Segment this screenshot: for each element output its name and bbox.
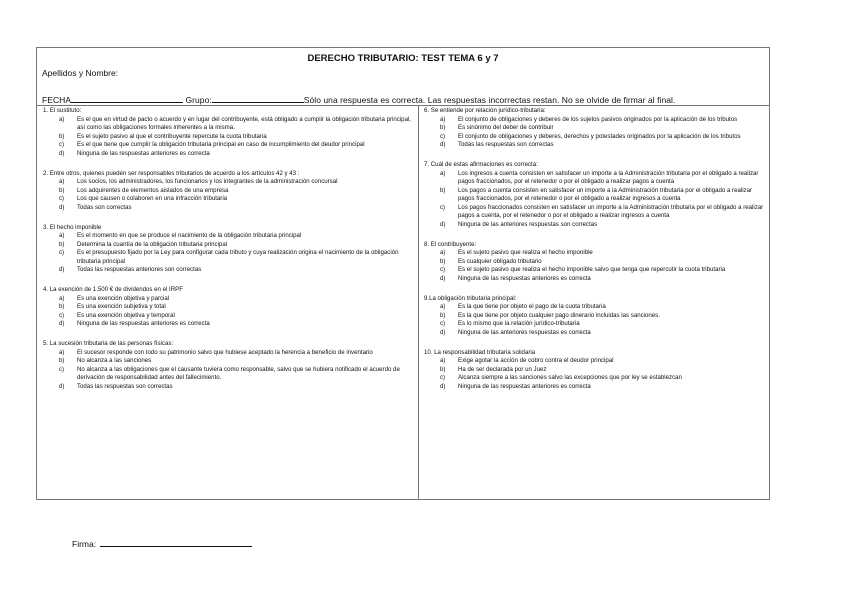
question-text: 4. La exención de 1.500 € de dividendos en el IRPF	[43, 286, 183, 293]
question	[424, 349, 766, 392]
answer-option[interactable]	[43, 141, 411, 150]
answer-option[interactable]	[43, 349, 411, 358]
question	[43, 107, 411, 158]
signature-label: Firma:	[72, 539, 97, 549]
option-text: Es el que en virtud de pacto o acuerdo y en lugar del contribuyente, está obligado a cumplir la obligación tributaria principal, así como las obligaciones formales inherentes a la misma.	[77, 115, 412, 131]
option-text: Todas las respuestas son correctas	[458, 141, 554, 148]
signature-field[interactable]	[100, 538, 252, 547]
answer-option[interactable]	[424, 116, 766, 125]
option-text: Los que causen o colaboren en una infracción tributaria	[77, 195, 228, 202]
answer-option[interactable]	[424, 124, 766, 133]
answer-option[interactable]	[43, 383, 411, 392]
option-text: Los socios, los administradores, los funcionarios y los integrantes de la administración concursal	[77, 178, 338, 185]
option-letter: c)	[440, 266, 446, 273]
question	[424, 161, 766, 229]
option-letter: d)	[59, 149, 65, 157]
answer-option[interactable]	[43, 204, 411, 213]
group-label: Grupo:	[185, 95, 212, 105]
option-text: El conjunto de obligaciones y deberes de los sujetos pasivos originados por la aplicación de los tributos	[458, 115, 738, 123]
answer-option[interactable]	[424, 187, 766, 204]
answer-option[interactable]	[424, 221, 766, 230]
answer-option[interactable]	[43, 266, 411, 275]
option-letter: a)	[59, 348, 65, 356]
option-letter: d)	[59, 203, 65, 211]
answer-option[interactable]	[424, 141, 766, 150]
answer-option[interactable]	[43, 303, 411, 312]
option-letter: a)	[440, 249, 446, 256]
option-letter: d)	[59, 320, 65, 327]
question-text: 8. El contribuyente:	[424, 240, 477, 248]
question-text: 2. Entre otros, quienes pueden ser responsables tributarios de acuerdo a los artículos 42 y 43 :	[43, 169, 300, 177]
option-letter: c)	[59, 311, 65, 319]
answer-option[interactable]	[424, 374, 766, 383]
question	[424, 295, 766, 338]
question	[43, 170, 411, 213]
option-text: Ha de ser declarada por un Juez	[458, 365, 547, 373]
option-letter: c)	[440, 203, 446, 211]
answer-option[interactable]	[424, 258, 766, 267]
answer-option[interactable]	[43, 133, 411, 142]
option-letter: d)	[440, 274, 446, 282]
option-letter: a)	[440, 303, 446, 310]
option-text: Ninguna de las respuestas anteriores es correcta	[77, 320, 210, 327]
option-letter: a)	[59, 294, 65, 302]
answer-option[interactable]	[43, 195, 411, 204]
question	[43, 286, 411, 329]
answer-option[interactable]	[424, 366, 766, 375]
option-text: Es lo mismo que la relación jurídico-tributaria	[458, 320, 580, 327]
question	[424, 241, 766, 284]
option-letter: b)	[59, 303, 65, 310]
question	[43, 340, 411, 391]
option-letter: b)	[440, 124, 446, 131]
option-letter: c)	[440, 374, 446, 381]
signature-line	[72, 538, 252, 549]
answer-option[interactable]	[43, 187, 411, 196]
answer-option[interactable]	[424, 133, 766, 142]
option-text: Es el que tiene que cumplir la obligación tributaria principal en caso de incumplimiento del deudor principal	[77, 141, 365, 148]
option-letter: d)	[59, 382, 65, 390]
option-letter: a)	[440, 115, 446, 123]
answer-option[interactable]	[43, 295, 411, 304]
answer-option[interactable]	[43, 366, 411, 383]
name-label: Apellidos y Nombre:	[42, 68, 119, 78]
right-column	[424, 107, 766, 403]
option-text: Es el sujeto pasivo que realiza el hecho imponible	[458, 249, 593, 256]
option-text: Es sinónimo del deber de contribuir	[458, 124, 554, 131]
option-text: Es el presupuesto fijado por la Ley para configurar cada tributo y cuya realización origina el nacimiento de la obligación tributaria principal	[77, 249, 399, 265]
option-text: Es una exención objetiva y temporal	[77, 311, 175, 319]
option-text: El conjunto de obligaciones y deberes, derechos y potestades originados por la aplicación de los tributos	[458, 132, 741, 140]
option-text: Ninguna de las respuestas anteriores es correcta	[458, 274, 591, 282]
instructions: Sólo una respuesta es correcta. Las respuestas incorrectas restan. No se olvide de firmar al final.	[303, 95, 676, 105]
option-letter: b)	[59, 132, 65, 140]
date-label: FECHA	[42, 95, 72, 105]
question-text: 3. El hecho imponible	[43, 223, 102, 231]
page-title: DERECHO TRIBUTARIO: TEST TEMA 6 y 7	[307, 53, 499, 64]
option-letter: b)	[59, 240, 65, 248]
answer-option[interactable]	[424, 357, 766, 366]
question-text: 7. Cuál de estas afirmaciones es correcta:	[424, 161, 538, 168]
option-text: Es una exención subjetiva y total	[77, 303, 166, 310]
answer-option[interactable]	[424, 266, 766, 275]
option-text: Exige agotar la acción de cobro contra el deudor principal	[458, 357, 614, 364]
question-text: 6. Se entiende por relación jurídico-tributaria:	[424, 107, 546, 114]
option-text: Ninguna de las anteriores respuestas es correcta	[458, 328, 591, 336]
answer-option[interactable]	[424, 275, 766, 284]
column-divider	[418, 105, 419, 499]
date-group-line	[42, 94, 675, 105]
answer-option[interactable]	[424, 249, 766, 258]
option-text: Es el momento en que se produce el nacimiento de la obligación tributaria principal	[77, 232, 302, 239]
option-letter: a)	[59, 115, 65, 123]
question-text: 9.La obligación tributaria principal:	[424, 294, 517, 302]
exam-sheet	[36, 47, 770, 500]
answer-option[interactable]	[424, 320, 766, 329]
answer-option[interactable]	[43, 232, 411, 241]
option-text: No alcanza a las sanciones	[77, 357, 152, 364]
option-letter: d)	[59, 266, 65, 273]
option-letter: c)	[440, 132, 446, 140]
option-letter: d)	[440, 382, 446, 390]
option-text: Los adquirentes de elementos aislados de una empresa	[77, 186, 229, 194]
answer-option[interactable]	[424, 170, 766, 187]
option-text: Es cualquier obligado tributario	[458, 257, 542, 265]
divider	[37, 105, 769, 106]
option-letter: d)	[440, 220, 446, 228]
answer-option[interactable]	[43, 312, 411, 321]
option-letter: c)	[440, 320, 446, 327]
option-letter: d)	[440, 328, 446, 336]
option-text: Ninguna de las anteriores respuestas son correctas	[458, 220, 598, 228]
option-letter: a)	[440, 169, 446, 177]
option-text: Los pagos fraccionados consisten en satisfacer un importe a la Administración tributaria por el obligado a realizar pagos a cuenta, por el retenedor o por el obligado a realizar ingresos a cuenta	[458, 203, 764, 219]
option-text: No alcanza a las obligaciones que el causante tuviera como responsable, salvo que se hubiera notificado el acuerdo de derivación de responsabilidad antes del fallecimiento.	[77, 365, 400, 381]
option-text: Ninguna de las respuestas anteriores es correcta	[77, 149, 210, 157]
answer-option[interactable]	[424, 204, 766, 221]
option-text: Determina la cuantía de la obligación tributaria principal	[77, 240, 228, 248]
option-text: Todas las respuestas son correctas	[77, 382, 173, 390]
option-text: Ninguna de las respuestas anteriores es correcta	[458, 382, 591, 390]
answer-option[interactable]	[43, 241, 411, 250]
option-text: El sucesor responde con todo su patrimonio salvo que hubiese aceptado la herencia a beneficio de inventario	[77, 348, 373, 356]
option-letter: b)	[440, 257, 446, 265]
option-text: Todas son correctas	[77, 203, 132, 211]
date-field[interactable]	[71, 94, 183, 103]
option-letter: a)	[59, 178, 65, 185]
option-text: Es la que tiene por objeto cualquier pago dinerario incluidas las sanciones.	[458, 311, 660, 319]
answer-option[interactable]	[43, 357, 411, 366]
option-letter: c)	[59, 365, 65, 373]
option-letter: c)	[59, 249, 65, 256]
option-text: Los pagos a cuenta consisten en satisfacer un importe a la Administración tributaria por el obligado a realizar pagos fraccionados, por el retenedor o por el obligado a realizar ingresos a cuenta	[458, 186, 753, 202]
answer-option[interactable]	[424, 329, 766, 338]
option-letter: a)	[59, 232, 65, 239]
question-text: 5. La sucesión tributaria de las personas físicas:	[43, 340, 174, 347]
answer-option[interactable]	[43, 249, 411, 266]
option-letter: b)	[440, 311, 446, 319]
option-letter: b)	[59, 357, 65, 364]
option-text: Todas las respuestas anteriores son correctas	[77, 266, 202, 273]
option-text: Es una exención objetiva y parcial	[77, 294, 170, 302]
option-letter: b)	[59, 186, 65, 194]
option-letter: c)	[59, 195, 65, 202]
option-text: Alcanza siempre a las sanciones salvo las excepciones que por ley se establezcan	[458, 374, 682, 381]
option-letter: b)	[440, 186, 446, 194]
option-letter: b)	[440, 365, 446, 373]
option-text: Los ingresos a cuenta consisten en satisfacer un importe a la Administración tributaria por el obligado a realizar pagos fraccionados, por el retenedor o por el obligado a realizar pagos a cuenta	[458, 169, 759, 185]
question	[424, 107, 766, 150]
question-text: 1. El sustituto:	[43, 107, 82, 114]
answer-option[interactable]	[424, 312, 766, 321]
question	[43, 224, 411, 275]
option-letter: a)	[440, 357, 446, 364]
option-letter: d)	[440, 141, 446, 148]
answer-option[interactable]	[424, 383, 766, 392]
answer-option[interactable]	[43, 320, 411, 329]
answer-option[interactable]	[424, 303, 766, 312]
left-column	[43, 107, 411, 403]
option-text: Es el sujeto pasivo que realiza el hecho imponible salvo que tenga que repercutir la cuota tributaria	[458, 266, 726, 273]
answer-option[interactable]	[43, 150, 411, 159]
answer-option[interactable]	[43, 178, 411, 187]
question-text: 10. La responsabilidad tributaria solidaria	[424, 348, 536, 356]
option-letter: c)	[59, 141, 65, 148]
answer-option[interactable]	[43, 116, 411, 133]
option-text: Es el sujeto pasivo al que el contribuyente repercute la cuota tributaria	[77, 132, 267, 140]
option-text: Es la que tiene por objeto el pago de la cuota tributaria	[458, 303, 606, 310]
group-field[interactable]	[212, 94, 304, 103]
